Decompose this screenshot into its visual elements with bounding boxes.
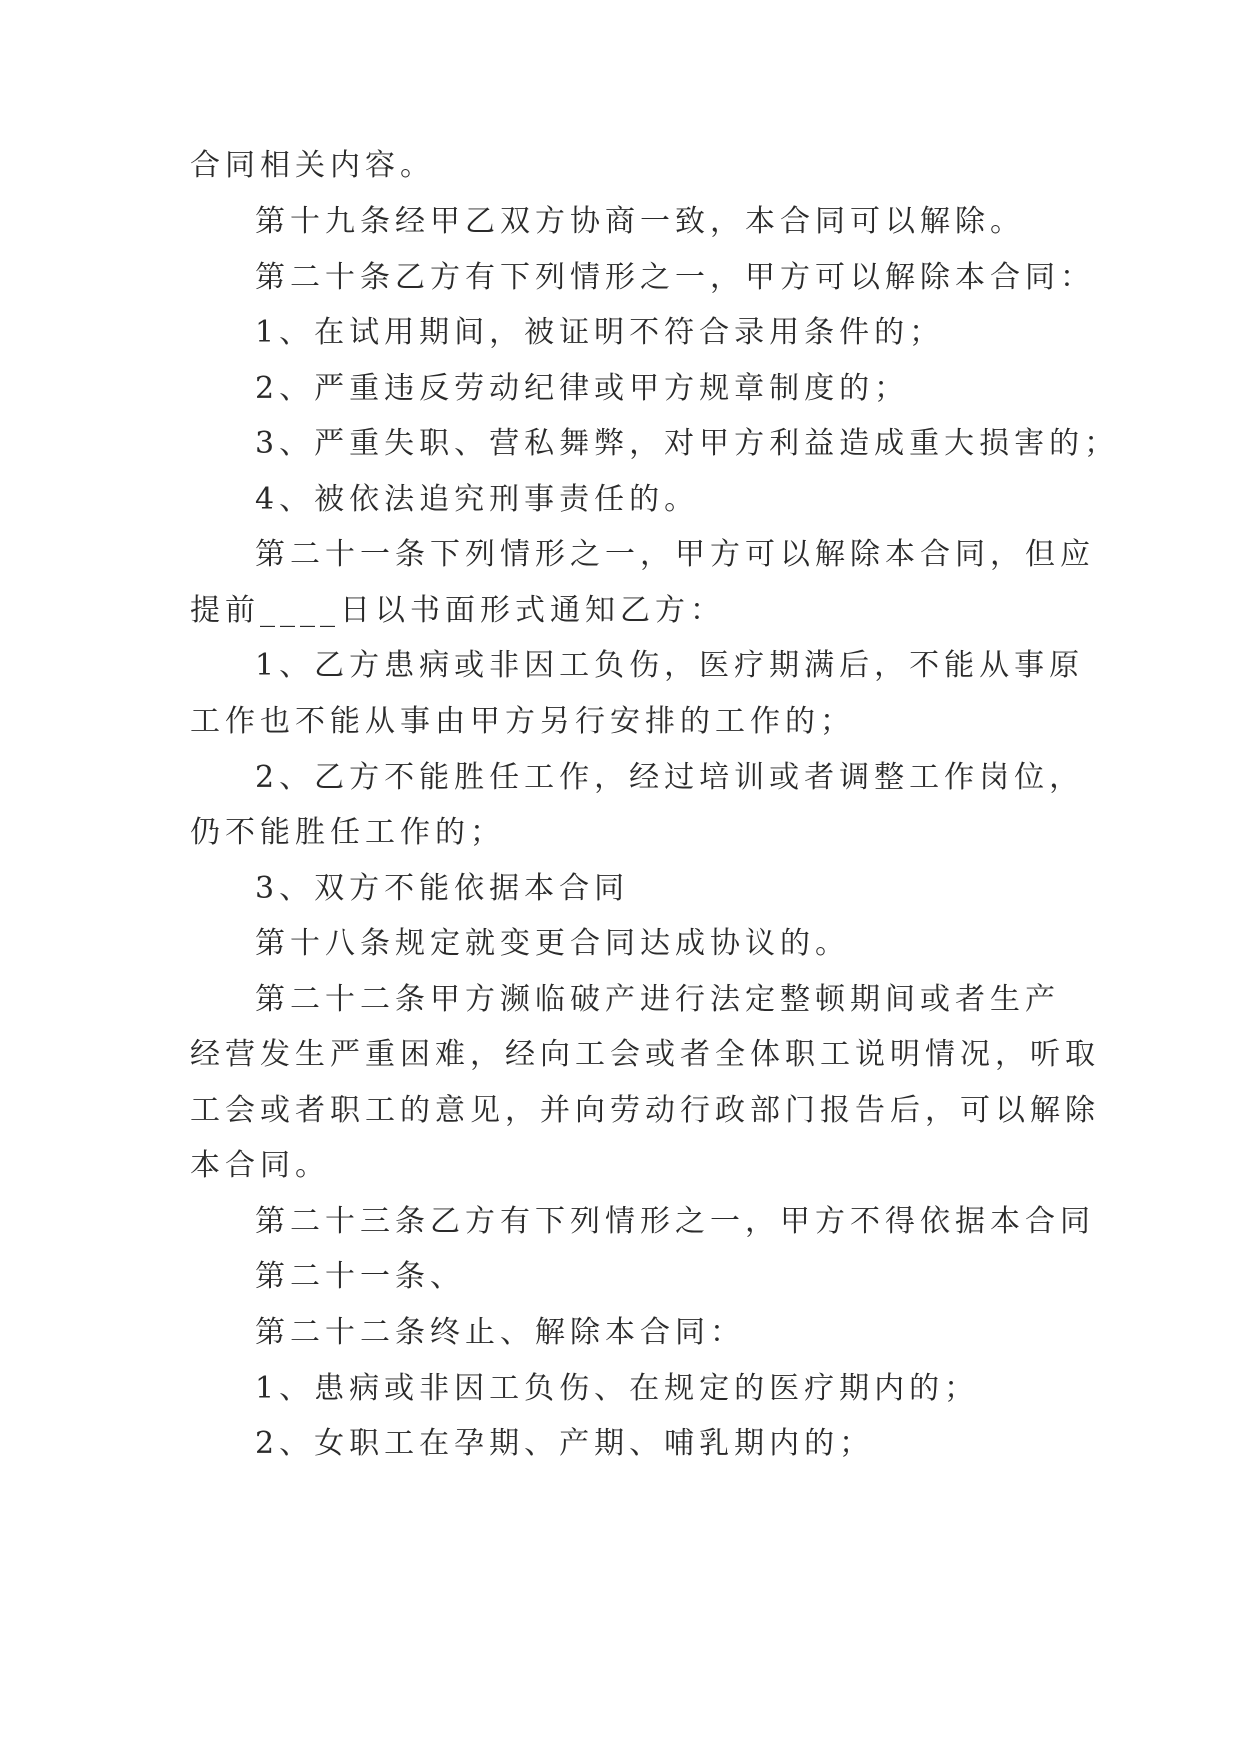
text-line: 第二十一条下列情形之一，甲方可以解除本合同，但应: [255, 537, 1095, 572]
text-line: 经营发生严重困难，经向工会或者全体职工说明情况，听取: [190, 1037, 1100, 1072]
text-line: 提前____日以书面形式通知乙方：: [190, 593, 725, 628]
text-line: 1、患病或非因工负伤、在规定的医疗期内的；: [255, 1371, 980, 1406]
text-line: 2、乙方不能胜任工作，经过培训或者调整工作岗位，: [255, 760, 1085, 795]
text-line: 第二十条乙方有下列情形之一，甲方可以解除本合同：: [255, 260, 1095, 295]
text-line: 本合同。: [190, 1148, 330, 1183]
text-line: 2、女职工在孕期、产期、哺乳期内的；: [255, 1426, 875, 1461]
text-line: 第二十二条终止、解除本合同：: [255, 1315, 745, 1350]
text-line: 第二十二条甲方濒临破产进行法定整顿期间或者生产: [255, 982, 1060, 1017]
text-line: 仍不能胜任工作的；: [190, 815, 505, 850]
text-line: 1、在试用期间，被证明不符合录用条件的；: [255, 315, 945, 350]
text-line: 工会或者职工的意见，并向劳动行政部门报告后，可以解除: [190, 1093, 1100, 1128]
text-line: 3、双方不能依据本合同: [255, 871, 630, 906]
text-line: 4、被依法追究刑事责任的。: [255, 482, 700, 517]
text-line: 3、严重失职、营私舞弊，对甲方利益造成重大损害的；: [255, 426, 1120, 461]
text-line: 工作也不能从事由甲方另行安排的工作的；: [190, 704, 855, 739]
text-line: 1、乙方患病或非因工负伤，医疗期满后，不能从事原: [255, 648, 1085, 683]
text-line: 合同相关内容。: [190, 148, 435, 183]
text-line: 2、严重违反劳动纪律或甲方规章制度的；: [255, 371, 910, 406]
text-line: 第十八条规定就变更合同达成协议的。: [255, 926, 850, 961]
text-line: 第十九条经甲乙双方协商一致，本合同可以解除。: [255, 204, 1025, 239]
text-line: 第二十一条、: [255, 1259, 465, 1294]
text-line: 第二十三条乙方有下列情形之一，甲方不得依据本合同: [255, 1204, 1095, 1239]
